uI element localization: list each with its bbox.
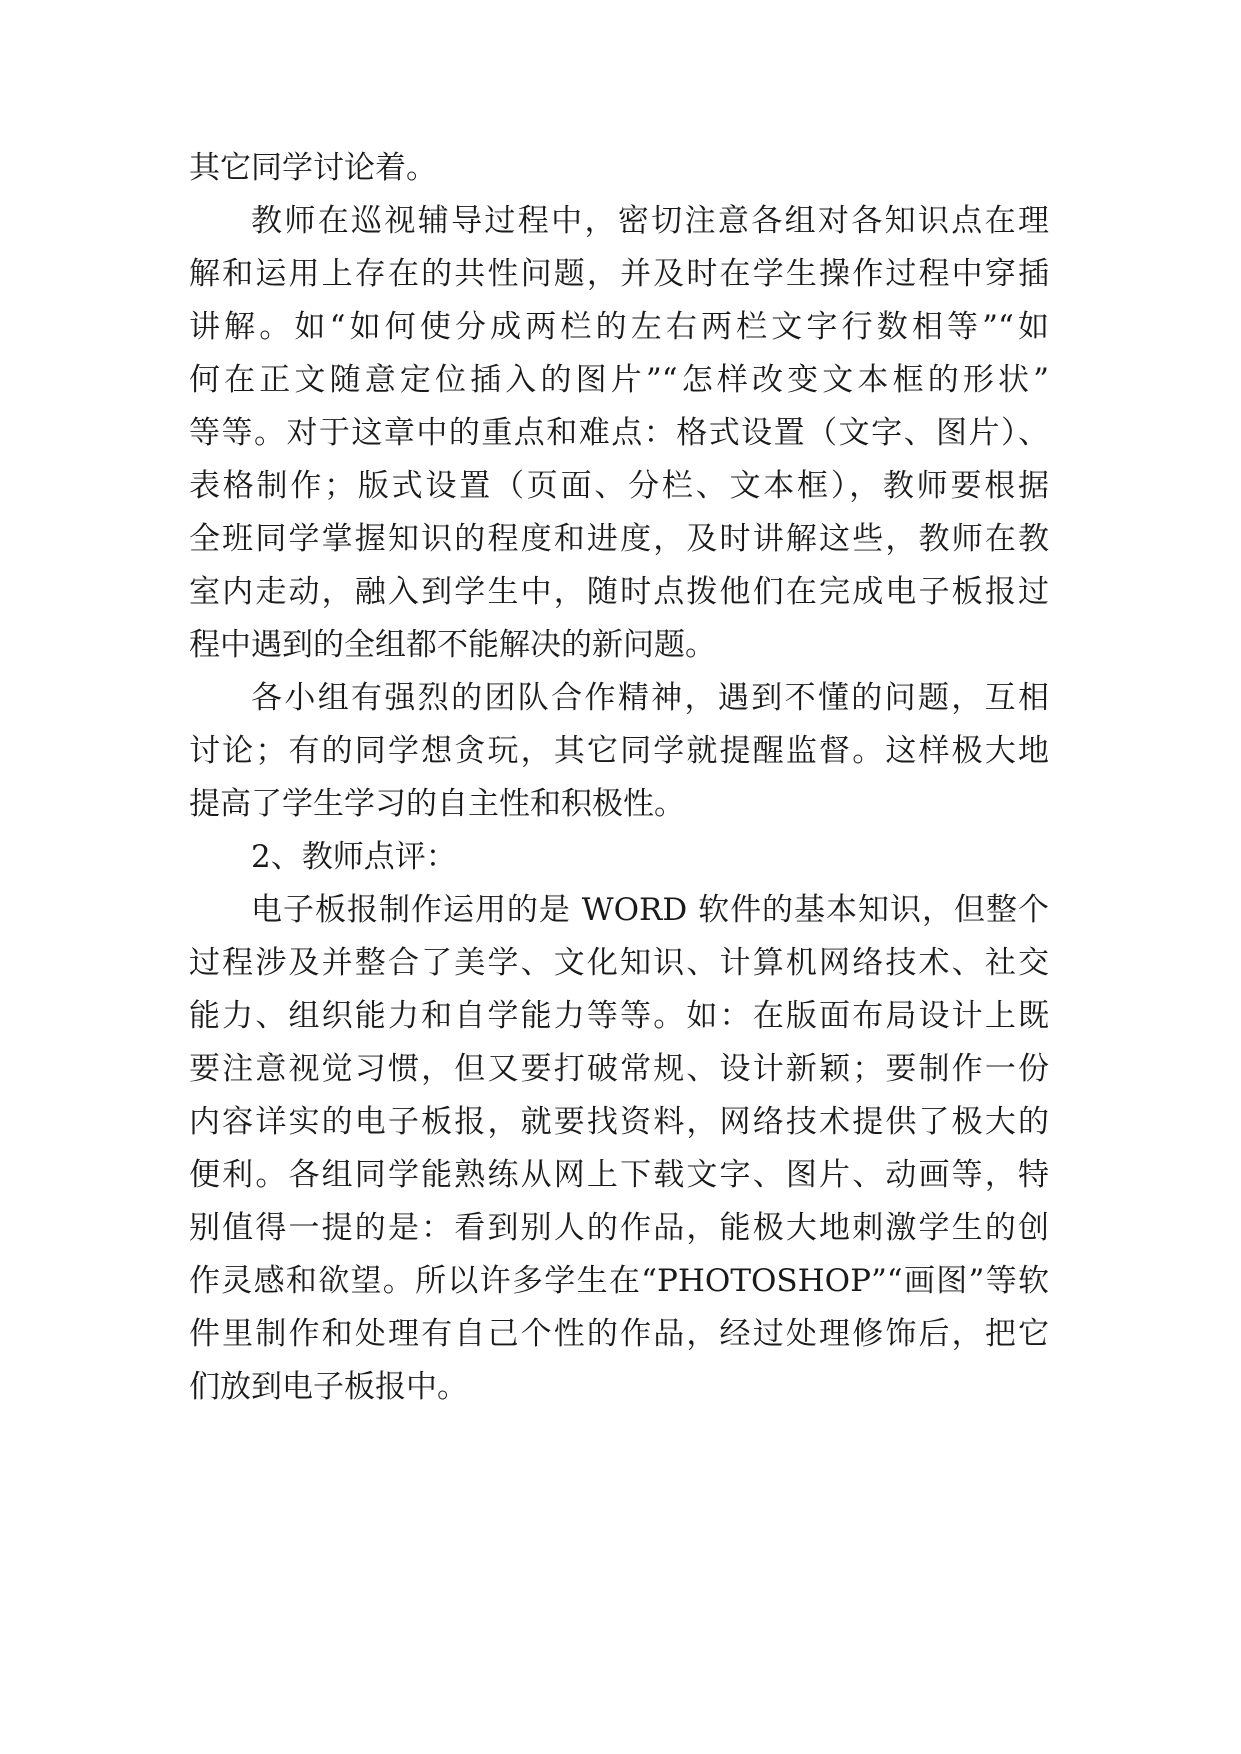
text-line: 讨论；有的同学想贪玩，其它同学就提醒监督。这样极大地 [189,733,1049,769]
section-heading: 2、教师点评： [251,839,457,875]
text-line: 提高了学生学习的自主性和积极性。 [189,786,685,822]
text-line: 何在正文随意定位插入的图片”“怎样改变文本框的形状” [189,362,1049,398]
text-line: 电子板报制作运用的是 WORD 软件的基本知识，但整个 [251,892,1049,928]
text-line: 解和运用上存在的共性问题，并及时在学生操作过程中穿插 [189,256,1049,292]
text-line: 们放到电子板报中。 [189,1369,468,1405]
text-line: 别值得一提的是：看到别人的作品，能极大地刺激学生的创 [189,1210,1049,1246]
text-line: 全班同学掌握知识的程度和进度，及时讲解这些，教师在教 [189,521,1049,557]
text-line: 程中遇到的全组都不能解决的新问题。 [189,627,716,663]
text-line: 要注意视觉习惯，但又要打破常规、设计新颖；要制作一份 [189,1051,1049,1087]
text-line: 讲解。如“如何使分成两栏的左右两栏文字行数相等”“如 [189,309,1049,345]
text-line: 过程涉及并整合了美学、文化知识、计算机网络技术、社交 [189,945,1049,981]
text-line: 件里制作和处理有自己个性的作品，经过处理修饰后，把它 [189,1316,1049,1352]
text-line: 能力、组织能力和自学能力等等。如：在版面布局设计上既 [189,998,1049,1034]
text-line: 室内走动，融入到学生中，随时点拨他们在完成电子板报过 [189,574,1049,610]
text-line: 教师在巡视辅导过程中，密切注意各组对各知识点在理 [251,203,1049,239]
text-line: 表格制作；版式设置（页面、分栏、文本框），教师要根据 [189,468,1049,504]
text-line: 等等。对于这章中的重点和难点：格式设置（文字、图片）、 [189,415,1049,451]
text-line: 各小组有强烈的团队合作精神，遇到不懂的问题，互相 [251,680,1049,716]
text-line: 便利。各组同学能熟练从网上下载文字、图片、动画等，特 [189,1157,1049,1193]
text-line: 作灵感和欲望。所以许多学生在“PHOTOSHOP”“画图”等软 [189,1263,1049,1299]
text-line: 其它同学讨论着。 [189,150,437,186]
text-line: 内容详实的电子板报，就要找资料，网络技术提供了极大的 [189,1104,1049,1140]
